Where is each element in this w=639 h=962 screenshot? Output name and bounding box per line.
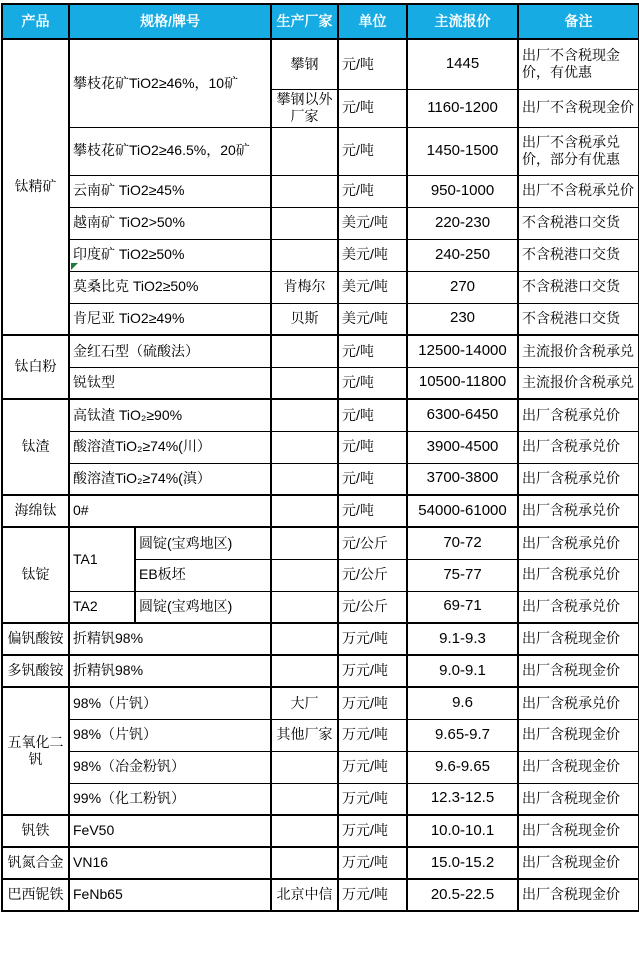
table-row xyxy=(2,463,639,495)
cell-product: 钛渣 xyxy=(2,399,69,495)
cell-maker xyxy=(271,847,338,879)
table-row xyxy=(2,847,639,879)
cell-maker xyxy=(271,463,338,495)
cell-product: 钛精矿 xyxy=(2,39,69,335)
cell-note: 出厂含税现金价 xyxy=(518,655,639,687)
cell-price: 9.65-9.7 xyxy=(407,719,518,751)
cell-unit: 元/公斤 xyxy=(338,559,407,591)
cell-note: 出厂不含税承兑价，部分有优惠 xyxy=(518,127,639,175)
cell-note: 出厂含税承兑价 xyxy=(518,559,639,591)
table-row xyxy=(2,591,639,623)
cell-note: 出厂含税承兑价 xyxy=(518,687,639,719)
cell-unit: 万元/吨 xyxy=(338,751,407,783)
cell-note: 出厂含税现金价 xyxy=(518,815,639,847)
cell-unit: 元/吨 xyxy=(338,127,407,175)
cell-spec: 0# xyxy=(69,495,271,527)
cell-maker xyxy=(271,527,338,559)
cell-unit: 万元/吨 xyxy=(338,815,407,847)
cell-product: 钒铁 xyxy=(2,815,69,847)
cell-unit: 元/吨 xyxy=(338,399,407,431)
cell-price: 10500-11800 xyxy=(407,367,518,399)
cell-unit: 万元/吨 xyxy=(338,847,407,879)
cell-spec: 莫桑比克 TiO2≥50% xyxy=(69,271,271,303)
cell-note: 不含税港口交货 xyxy=(518,207,639,239)
comment-indicator-icon xyxy=(71,263,78,270)
table-row xyxy=(2,815,639,847)
cell-note: 出厂含税承兑价 xyxy=(518,495,639,527)
cell-price: 6300-6450 xyxy=(407,399,518,431)
cell-price: 9.6 xyxy=(407,687,518,719)
cell-unit: 美元/吨 xyxy=(338,207,407,239)
table-row xyxy=(2,623,639,655)
cell-maker: 北京中信 xyxy=(271,879,338,911)
cell-spec: 98%（冶金粉钒） xyxy=(69,751,271,783)
cell-price: 9.1-9.3 xyxy=(407,623,518,655)
cell-note: 出厂含税承兑价 xyxy=(518,463,639,495)
cell-spec-form: 圆锭(宝鸡地区) xyxy=(135,527,271,559)
cell-maker xyxy=(271,367,338,399)
col-header-spec: 规格/牌号 xyxy=(69,4,271,39)
cell-maker xyxy=(271,623,338,655)
cell-spec: 越南矿 TiO2>50% xyxy=(69,207,271,239)
cell-price: 15.0-15.2 xyxy=(407,847,518,879)
cell-price: 220-230 xyxy=(407,207,518,239)
cell-price: 12.3-12.5 xyxy=(407,783,518,815)
cell-spec: VN16 xyxy=(69,847,271,879)
cell-product: 海绵钛 xyxy=(2,495,69,527)
table-row xyxy=(2,655,639,687)
cell-maker xyxy=(271,591,338,623)
cell-price: 20.5-22.5 xyxy=(407,879,518,911)
table-row xyxy=(2,527,639,559)
cell-unit: 美元/吨 xyxy=(338,239,407,271)
cell-price: 70-72 xyxy=(407,527,518,559)
cell-maker xyxy=(271,399,338,431)
cell-maker xyxy=(271,335,338,367)
cell-spec: 印度矿 TiO2≥50% xyxy=(69,239,271,271)
table-row xyxy=(2,207,639,239)
cell-spec: 攀枝花矿TiO2≥46.5%，20矿 xyxy=(69,127,271,175)
cell-note: 出厂不含税现金价，有优惠 xyxy=(518,39,639,89)
cell-maker: 其他厂家 xyxy=(271,719,338,751)
cell-note: 出厂含税现金价 xyxy=(518,879,639,911)
cell-note: 出厂含税现金价 xyxy=(518,623,639,655)
cell-spec: 云南矿 TiO2≥45% xyxy=(69,175,271,207)
cell-unit: 元/吨 xyxy=(338,89,407,127)
cell-product: 五氧化二钒 xyxy=(2,687,69,815)
cell-spec: 锐钛型 xyxy=(69,367,271,399)
cell-unit: 万元/吨 xyxy=(338,879,407,911)
header-row xyxy=(2,4,639,39)
cell-maker: 大厂 xyxy=(271,687,338,719)
cell-maker xyxy=(271,239,338,271)
table-row xyxy=(2,399,639,431)
cell-spec: 金红石型（硫酸法） xyxy=(69,335,271,367)
cell-maker xyxy=(271,431,338,463)
cell-price: 1445 xyxy=(407,39,518,89)
cell-maker xyxy=(271,495,338,527)
table-row xyxy=(2,783,639,815)
col-header-price: 主流报价 xyxy=(407,4,518,39)
cell-spec: 高钛渣 TiO₂≥90% xyxy=(69,399,271,431)
cell-note: 出厂含税现金价 xyxy=(518,783,639,815)
cell-note: 出厂含税现金价 xyxy=(518,751,639,783)
table-row xyxy=(2,335,639,367)
col-header-maker: 生产厂家 xyxy=(271,4,338,39)
cell-note: 不含税港口交货 xyxy=(518,303,639,335)
cell-spec-grade: TA1 xyxy=(69,527,135,591)
table-row xyxy=(2,751,639,783)
cell-unit: 元/吨 xyxy=(338,335,407,367)
cell-unit: 万元/吨 xyxy=(338,687,407,719)
price-table xyxy=(1,3,639,912)
cell-spec: 肯尼亚 TiO2≥49% xyxy=(69,303,271,335)
col-header-unit: 单位 xyxy=(338,4,407,39)
table-row xyxy=(2,367,639,399)
cell-product: 多钒酸铵 xyxy=(2,655,69,687)
cell-unit: 元/吨 xyxy=(338,39,407,89)
cell-price: 3700-3800 xyxy=(407,463,518,495)
cell-maker: 肯梅尔 xyxy=(271,271,338,303)
cell-price: 950-1000 xyxy=(407,175,518,207)
cell-unit: 元/吨 xyxy=(338,431,407,463)
cell-price: 54000-61000 xyxy=(407,495,518,527)
cell-spec: FeV50 xyxy=(69,815,271,847)
table-row xyxy=(2,495,639,527)
cell-spec: 99%（化工粉钒） xyxy=(69,783,271,815)
cell-price: 1450-1500 xyxy=(407,127,518,175)
cell-price: 1160-1200 xyxy=(407,89,518,127)
cell-note: 主流报价含税承兑 xyxy=(518,335,639,367)
cell-spec: 折精钒98% xyxy=(69,623,271,655)
cell-note: 出厂含税现金价 xyxy=(518,847,639,879)
cell-maker xyxy=(271,751,338,783)
cell-note: 出厂含税承兑价 xyxy=(518,431,639,463)
table-row xyxy=(2,879,639,911)
cell-spec: 折精钒98% xyxy=(69,655,271,687)
cell-price: 270 xyxy=(407,271,518,303)
cell-unit: 万元/吨 xyxy=(338,623,407,655)
cell-maker xyxy=(271,559,338,591)
cell-spec-grade: TA2 xyxy=(69,591,135,623)
cell-spec: 酸溶渣TiO₂≥74%(滇） xyxy=(69,463,271,495)
cell-unit: 元/吨 xyxy=(338,367,407,399)
cell-unit: 元/吨 xyxy=(338,463,407,495)
cell-unit: 万元/吨 xyxy=(338,655,407,687)
cell-unit: 万元/吨 xyxy=(338,719,407,751)
table-row xyxy=(2,271,639,303)
col-header-note: 备注 xyxy=(518,4,639,39)
cell-maker xyxy=(271,207,338,239)
table-row xyxy=(2,239,639,271)
cell-price: 69-71 xyxy=(407,591,518,623)
cell-price: 9.0-9.1 xyxy=(407,655,518,687)
cell-unit: 万元/吨 xyxy=(338,783,407,815)
cell-product: 钛白粉 xyxy=(2,335,69,399)
cell-unit: 美元/吨 xyxy=(338,303,407,335)
cell-spec: 98%（片钒） xyxy=(69,719,271,751)
table-row xyxy=(2,687,639,719)
cell-maker: 攀钢以外厂家 xyxy=(271,89,338,127)
cell-maker xyxy=(271,655,338,687)
cell-maker xyxy=(271,175,338,207)
cell-spec: FeNb65 xyxy=(69,879,271,911)
cell-note: 出厂含税承兑价 xyxy=(518,399,639,431)
cell-spec: 98%（片钒） xyxy=(69,687,271,719)
cell-note: 出厂含税现金价 xyxy=(518,719,639,751)
cell-maker xyxy=(271,815,338,847)
table-row xyxy=(2,39,639,89)
cell-price: 10.0-10.1 xyxy=(407,815,518,847)
cell-spec-form: 圆锭(宝鸡地区) xyxy=(135,591,271,623)
cell-unit: 元/公斤 xyxy=(338,591,407,623)
cell-note: 出厂含税承兑价 xyxy=(518,527,639,559)
cell-product: 钒氮合金 xyxy=(2,847,69,879)
cell-spec: 攀枝花矿TiO2≥46%，10矿 xyxy=(69,39,271,127)
cell-maker: 攀钢 xyxy=(271,39,338,89)
cell-product: 偏钒酸铵 xyxy=(2,623,69,655)
cell-note: 出厂不含税承兑价 xyxy=(518,175,639,207)
cell-product: 钛锭 xyxy=(2,527,69,623)
col-header-product: 产品 xyxy=(2,4,69,39)
table-row xyxy=(2,431,639,463)
cell-maker xyxy=(271,783,338,815)
cell-maker xyxy=(271,127,338,175)
cell-note: 出厂不含税现金价 xyxy=(518,89,639,127)
cell-note: 不含税港口交货 xyxy=(518,271,639,303)
cell-note: 出厂含税承兑价 xyxy=(518,591,639,623)
table-row xyxy=(2,127,639,175)
cell-unit: 元/吨 xyxy=(338,495,407,527)
cell-unit: 元/公斤 xyxy=(338,527,407,559)
cell-spec-form: EB板坯 xyxy=(135,559,271,591)
table-row xyxy=(2,303,639,335)
cell-note: 不含税港口交货 xyxy=(518,239,639,271)
table-row xyxy=(2,175,639,207)
cell-price: 12500-14000 xyxy=(407,335,518,367)
cell-unit: 美元/吨 xyxy=(338,271,407,303)
cell-unit: 元/吨 xyxy=(338,175,407,207)
cell-note: 主流报价含税承兑 xyxy=(518,367,639,399)
cell-price: 9.6-9.65 xyxy=(407,751,518,783)
cell-price: 230 xyxy=(407,303,518,335)
cell-maker: 贝斯 xyxy=(271,303,338,335)
cell-price: 3900-4500 xyxy=(407,431,518,463)
cell-price: 240-250 xyxy=(407,239,518,271)
cell-product: 巴西铌铁 xyxy=(2,879,69,911)
cell-spec: 酸溶渣TiO₂≥74%(川） xyxy=(69,431,271,463)
cell-price: 75-77 xyxy=(407,559,518,591)
table-row xyxy=(2,719,639,751)
